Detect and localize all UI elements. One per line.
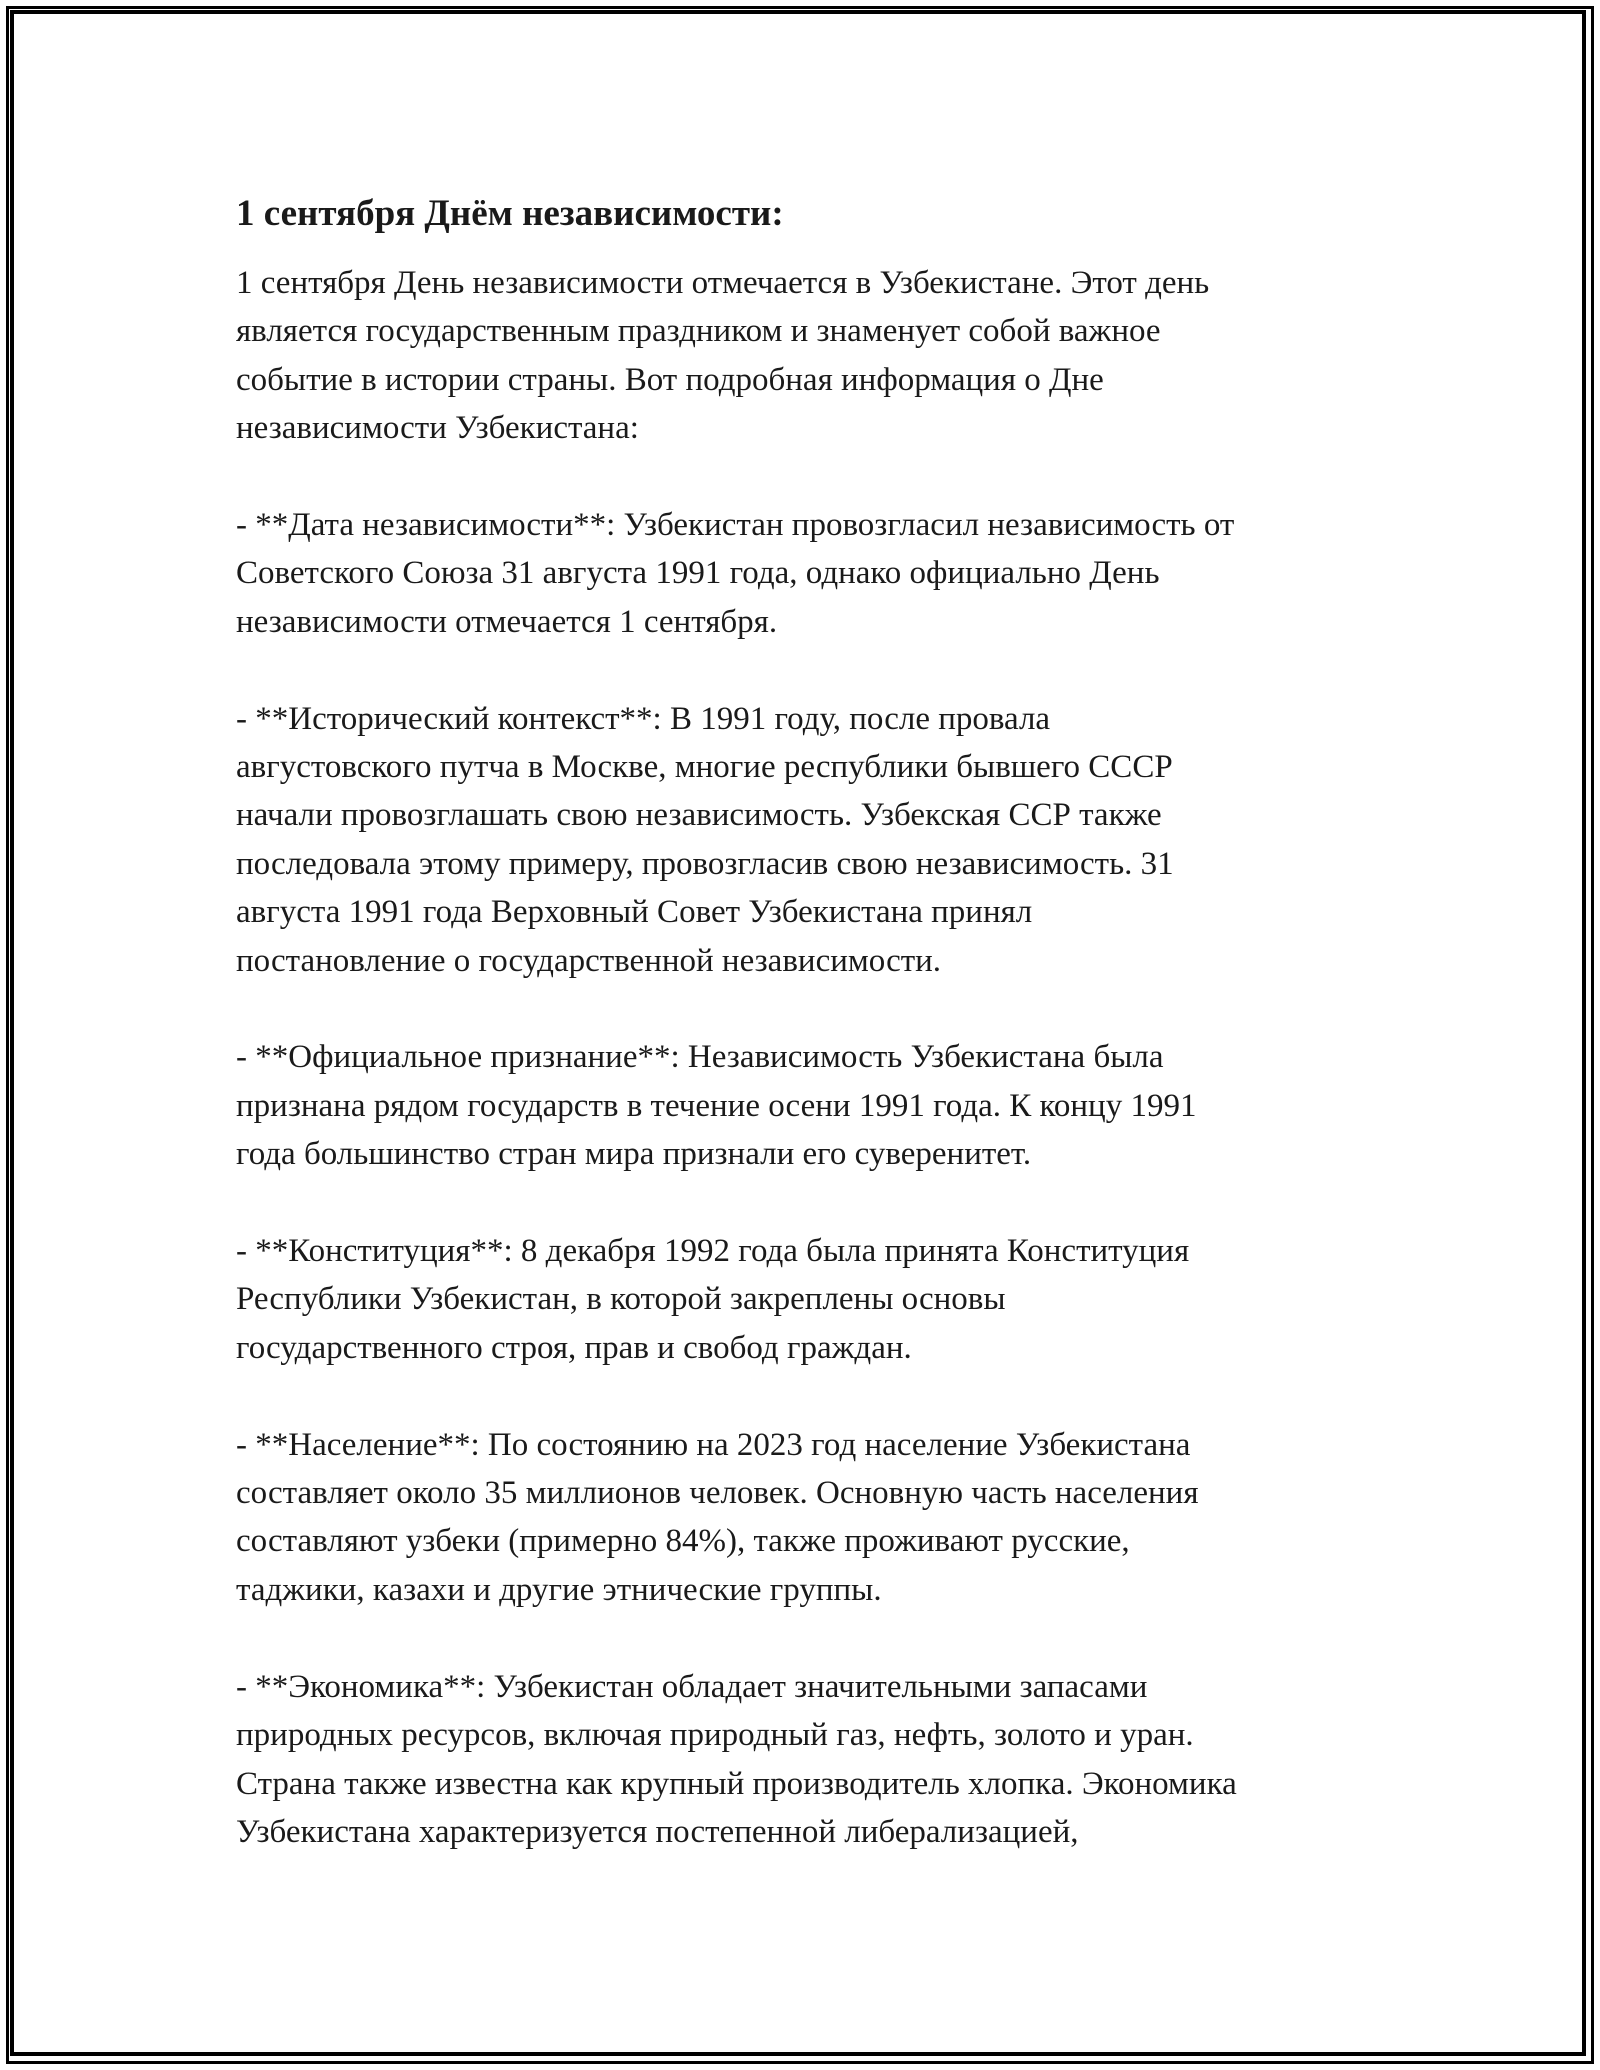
document-title: 1 сентября Днём независимости: — [236, 193, 784, 234]
text-line: августа 1991 года Верховный Совет Узбекистана принял — [236, 894, 1033, 931]
text-line: постановление о государственной независимости. — [236, 942, 942, 979]
text-line: - **Население**: По состоянию на 2023 год население Узбекистана — [236, 1426, 1191, 1463]
text-line: - **Экономика**: Узбекистан обладает значительными запасами — [236, 1668, 1148, 1705]
paragraph-constitution — [236, 1227, 1366, 1372]
text-line: 1 сентября День независимости отмечается в Узбекистане. Этот день — [236, 265, 1210, 301]
text-line: независимости отмечается 1 сентября. — [236, 603, 778, 640]
text-line: Узбекистана характеризуется постепенной либерализацией, — [236, 1813, 1079, 1850]
paragraph-independence-date — [236, 501, 1366, 646]
text-line: природных ресурсов, включая природный газ, нефть, золото и уран. — [236, 1717, 1194, 1754]
text-line: года большинство стран мира признали его суверенитет. — [236, 1136, 1032, 1173]
text-line: - **Исторический контекст**: В 1991 году, после провала — [236, 700, 1051, 737]
paragraph-intro — [236, 259, 1366, 453]
paragraph-historical-context — [236, 695, 1366, 985]
paragraph-economy — [236, 1663, 1366, 1857]
text-line: августовского путча в Москве, многие республики бывшего СССР — [236, 749, 1173, 786]
text-line: - **Дата независимости**: Узбекистан провозгласил независимость от — [236, 507, 1235, 544]
text-line: Советского Союза 31 августа 1991 года, однако официально День — [236, 555, 1160, 592]
text-line: последовала этому примеру, провозгласив свою независимость. 31 — [236, 845, 1174, 882]
text-line: - **Конституция**: 8 декабря 1992 года была принята Конституция — [236, 1233, 1190, 1270]
text-line: является государственным праздником и знаменует собой важное — [236, 313, 1161, 350]
paragraph-population — [236, 1421, 1366, 1615]
text-line: составляет около 35 миллионов человек. Основную часть населения — [236, 1475, 1199, 1512]
text-line: - **Официальное признание**: Независимость Узбекистана была — [236, 1039, 1164, 1076]
text-line: таджики, казахи и другие этнические группы. — [236, 1571, 882, 1608]
text-line: Республики Узбекистан, в которой закреплены основы — [236, 1281, 1006, 1318]
text-line: начали провозглашать свою независимость. Узбекская ССР также — [236, 797, 1162, 834]
text-line: независимости Узбекистана: — [236, 410, 639, 447]
text-line: признана рядом государств в течение осени 1991 года. К концу 1991 — [236, 1087, 1197, 1124]
text-line: составляют узбеки (примерно 84%), также проживают русские, — [236, 1523, 1130, 1560]
paragraph-official-recognition — [236, 1033, 1366, 1178]
text-line: Страна также известна как крупный производитель хлопка. Экономика — [236, 1765, 1237, 1802]
text-line: государственного строя, прав и свобод граждан. — [236, 1329, 912, 1366]
document-body — [236, 190, 1366, 1905]
text-line: событие в истории страны. Вот подробная информация о Дне — [236, 361, 1104, 398]
